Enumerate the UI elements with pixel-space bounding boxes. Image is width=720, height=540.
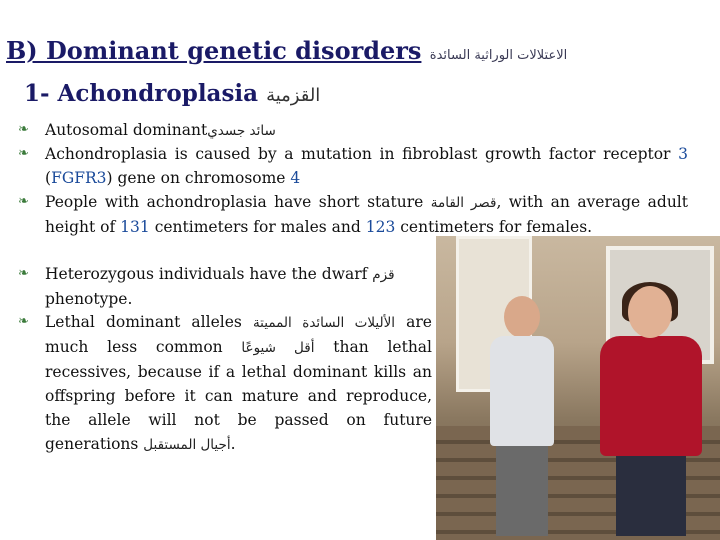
photo-person-woman [596,286,706,536]
slide-subtitle [24,80,320,107]
bullet-arabic: سائد جسدي [207,123,276,139]
title-heading: B) Dominant genetic disorders [6,36,422,65]
leaf-bullet-icon: ❧ [18,266,29,281]
leaf-bullet-icon: ❧ [18,146,29,161]
bullet-text: Autosomal dominant [45,121,208,139]
subtitle-heading: 1- Achondroplasia [24,80,259,107]
bullet-autosomal-dominant [18,118,678,143]
bullet-short-stature: ❧ People with achondroplasia have short stature قصر القامة, with an average adult height of 131 centimeters for males and 123 centimeters for females. [18,190,688,239]
title-arabic: الاعتلالات الوراثية السائدة [429,48,568,63]
photo-person-man [486,296,556,536]
bullet-lethal-dominant: ❧ Lethal dominant alleles الأليلات السائدة المميتة are much less common أقل شيوعًا than lethal recessives, because if a lethal dominant kills an offspring before it can mature and reproduce, the allele will not be passed on future generations أجيال المستقبل. [18,310,432,457]
bullet-heterozygous: ❧ Heterozygous individuals have the dwarf قزم phenotype. [18,262,436,311]
bullet-fgfr3: ❧ Achondroplasia is caused by a mutation in fibroblast growth factor receptor 3 (FGFR3) gene on chromosome 4 [18,142,688,190]
slide-title [6,36,567,65]
leaf-bullet-icon: ❧ [18,122,29,137]
leaf-bullet-icon: ❧ [18,194,29,209]
achondroplasia-photo [436,236,720,540]
subtitle-arabic: القزمية [266,85,321,106]
leaf-bullet-icon: ❧ [18,314,29,329]
